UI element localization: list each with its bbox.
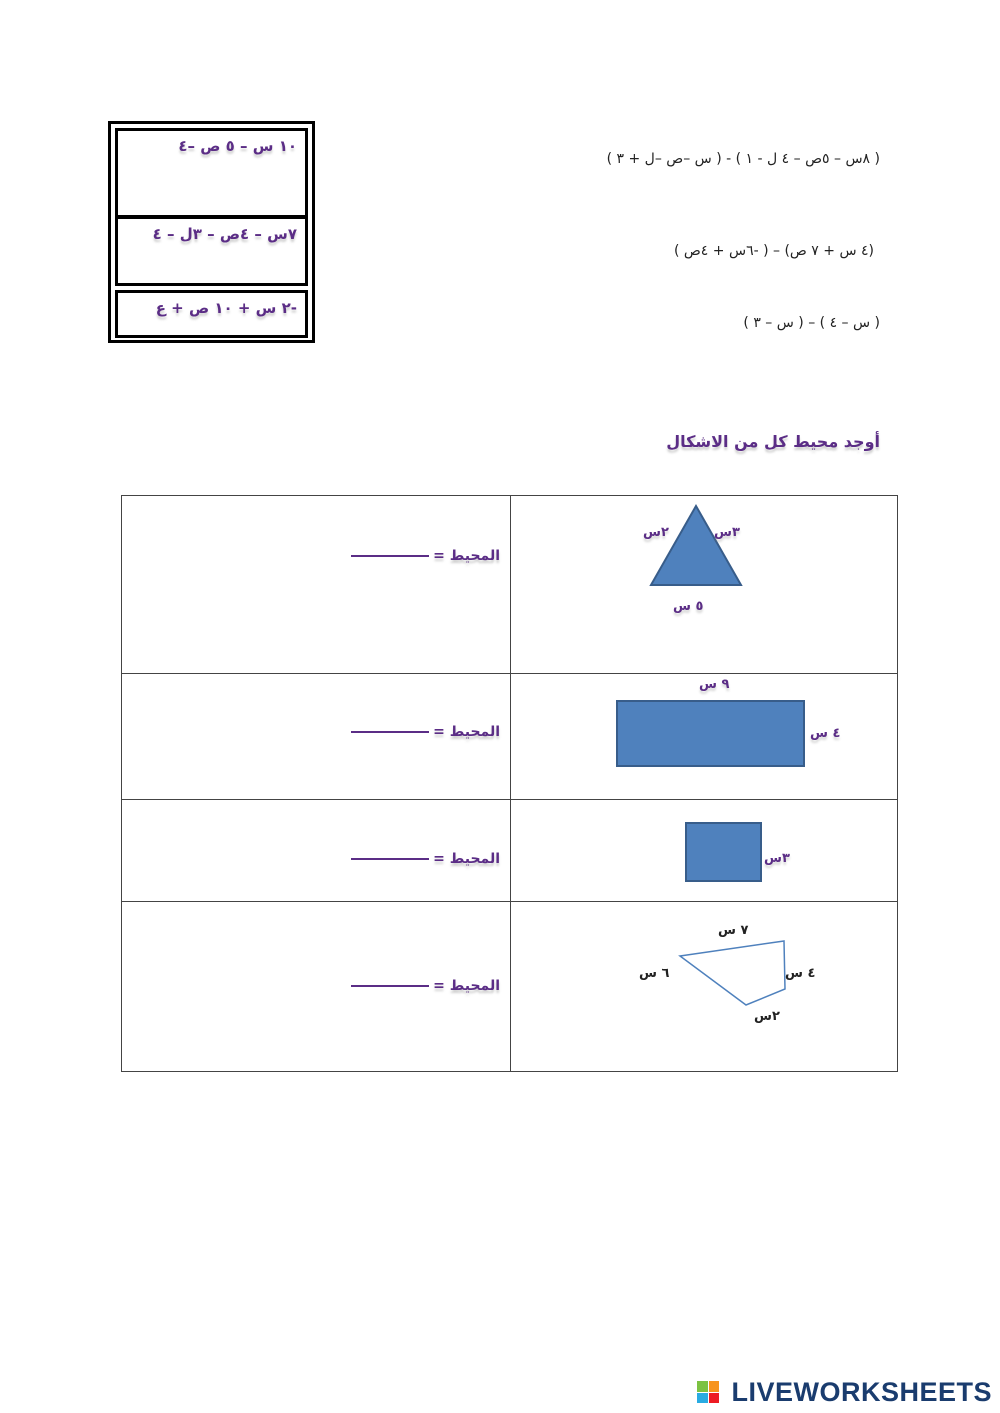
answer-box-2[interactable] (115, 216, 308, 286)
rectangle-label-top: ٩ س (699, 677, 730, 692)
perimeter-label: المحيط = (433, 548, 500, 564)
quadrilateral-label-right: ٤ س (785, 966, 816, 981)
answer-text-3: -٢ س + ١٠ ص + ع (155, 299, 297, 317)
expression-1: ( ٨س – ٥ص – ٤ ل - ١ ) - ( س –ص –ل + ٣ ) (606, 151, 880, 167)
square-label-right: ٣س (764, 851, 790, 866)
perimeter-label: المحيط = (433, 978, 500, 994)
triangle-shape (651, 506, 741, 585)
square-shape (686, 823, 761, 881)
answer-boxes (108, 121, 315, 343)
shapes-table (121, 495, 898, 1072)
quadrilateral-label-top: ٧ س (718, 923, 749, 938)
answer-text-2: ٧س – ٤ص – ٣ل – ٤ (152, 225, 297, 243)
triangle-label-left: ٢س (643, 525, 669, 540)
rectangle-shape (617, 701, 804, 766)
answer-box-3[interactable] (115, 290, 308, 338)
quadrilateral-shape (680, 941, 785, 1005)
triangle-label-bottom: ٥ س (673, 599, 704, 614)
triangle-label-right: ٣س (714, 525, 740, 540)
quadrilateral-label-bottom: ٢س (754, 1009, 780, 1024)
perimeter-label: المحيط = (433, 724, 500, 740)
answer-text-1: ١٠ س – ٥ ص –٤ (178, 137, 297, 155)
quadrilateral-label-left: ٦ س (639, 966, 670, 981)
brand-name: LIVEWORKSHEETS (731, 1377, 992, 1407)
rectangle-label-right: ٤ س (810, 726, 841, 741)
expression-3: ( س – ٤ ) – ( س – ٣ ) (743, 315, 880, 331)
answer-box-1[interactable] (115, 128, 308, 218)
perimeter-label: المحيط = (433, 851, 500, 867)
shapes-drawing (122, 496, 899, 1073)
liveworksheets-logo-icon (697, 1381, 719, 1403)
expression-2: (٤ س + ٧ ص) – ( -٦س + ٤ص ) (673, 243, 874, 259)
section-heading: أوجد محيط كل من الاشكال (666, 432, 880, 451)
